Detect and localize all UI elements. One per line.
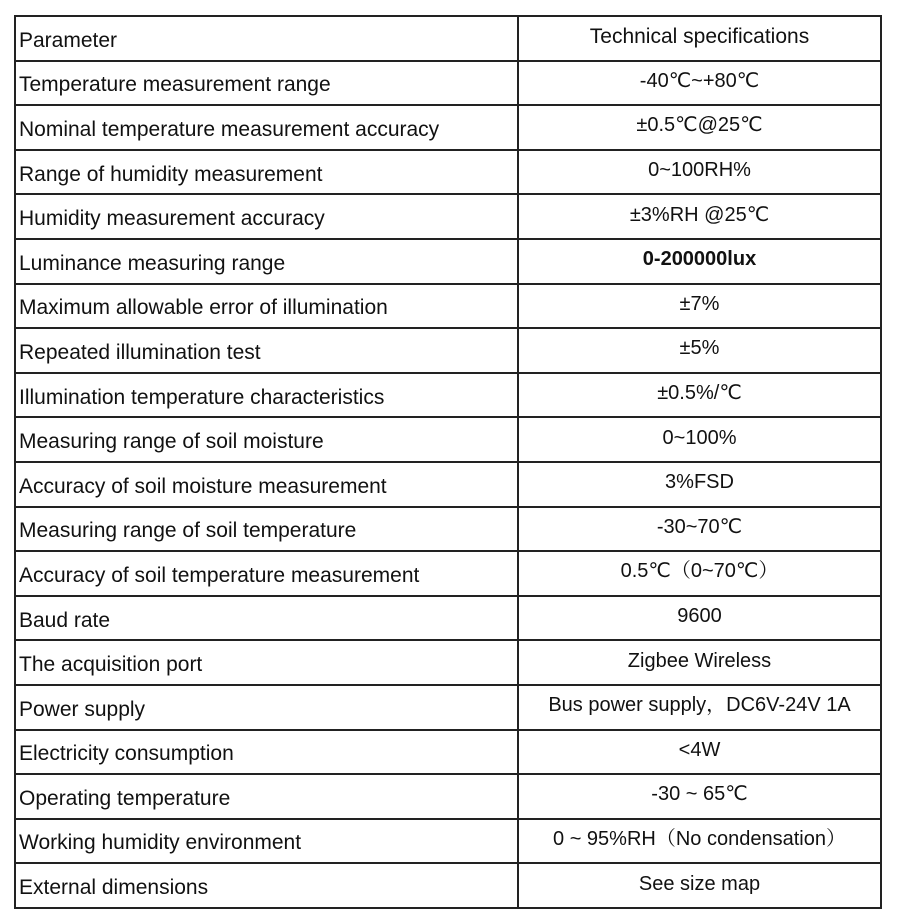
row-parameter: Illumination temperature characteristics <box>15 373 518 418</box>
table-row <box>15 596 881 641</box>
table-row <box>15 239 881 284</box>
row-parameter: Range of humidity measurement <box>15 150 518 195</box>
table-row <box>15 328 881 373</box>
row-parameter: Power supply <box>15 685 518 730</box>
row-parameter: Electricity consumption <box>15 730 518 775</box>
row-parameter: Accuracy of soil moisture measurement <box>15 462 518 507</box>
table-row <box>15 507 881 552</box>
row-value: -30 ~ 65℃ <box>518 774 881 819</box>
row-value: See size map <box>518 863 881 908</box>
table-row <box>15 551 881 596</box>
row-parameter: Repeated illumination test <box>15 328 518 373</box>
row-parameter: Baud rate <box>15 596 518 641</box>
header-parameter: Parameter <box>15 16 518 61</box>
row-parameter: Measuring range of soil temperature <box>15 507 518 552</box>
row-value: ±5% <box>518 328 881 373</box>
table-row <box>15 194 881 239</box>
row-value: 0.5℃（0~70℃） <box>518 551 881 596</box>
table-row <box>15 105 881 150</box>
table-row <box>15 61 881 106</box>
header-specification: Technical specifications <box>518 16 881 61</box>
row-parameter: Nominal temperature measurement accuracy <box>15 105 518 150</box>
table-row <box>15 373 881 418</box>
row-value: -40℃~+80℃ <box>518 61 881 106</box>
row-value: ±3%RH @25℃ <box>518 194 881 239</box>
row-value: 0-200000lux <box>518 239 881 284</box>
row-value: ±7% <box>518 284 881 329</box>
row-value: Zigbee Wireless <box>518 640 881 685</box>
row-parameter: Temperature measurement range <box>15 61 518 106</box>
table-row <box>15 417 881 462</box>
row-value: 9600 <box>518 596 881 641</box>
row-parameter: The acquisition port <box>15 640 518 685</box>
row-value: ±0.5%/℃ <box>518 373 881 418</box>
row-value: 0~100RH% <box>518 150 881 195</box>
row-value: -30~70℃ <box>518 507 881 552</box>
row-value: 3%FSD <box>518 462 881 507</box>
table-row <box>15 640 881 685</box>
table-row <box>15 730 881 775</box>
table-row <box>15 150 881 195</box>
table-header-row <box>15 16 881 61</box>
table-row <box>15 462 881 507</box>
row-value: <4W <box>518 730 881 775</box>
table-row <box>15 685 881 730</box>
row-value: 0~100% <box>518 417 881 462</box>
row-parameter: Accuracy of soil temperature measurement <box>15 551 518 596</box>
row-value: Bus power supply，DC6V-24V 1A <box>518 685 881 730</box>
row-parameter: External dimensions <box>15 863 518 908</box>
row-value: 0 ~ 95%RH（No condensation） <box>518 819 881 864</box>
row-value: ±0.5℃@25℃ <box>518 105 881 150</box>
row-parameter: Measuring range of soil moisture <box>15 417 518 462</box>
row-parameter: Maximum allowable error of illumination <box>15 284 518 329</box>
table-row <box>15 819 881 864</box>
row-parameter: Humidity measurement accuracy <box>15 194 518 239</box>
row-parameter: Operating temperature <box>15 774 518 819</box>
row-parameter: Working humidity environment <box>15 819 518 864</box>
row-parameter: Luminance measuring range <box>15 239 518 284</box>
table-row <box>15 774 881 819</box>
table-row <box>15 284 881 329</box>
spec-table <box>14 15 882 909</box>
table-row <box>15 863 881 908</box>
